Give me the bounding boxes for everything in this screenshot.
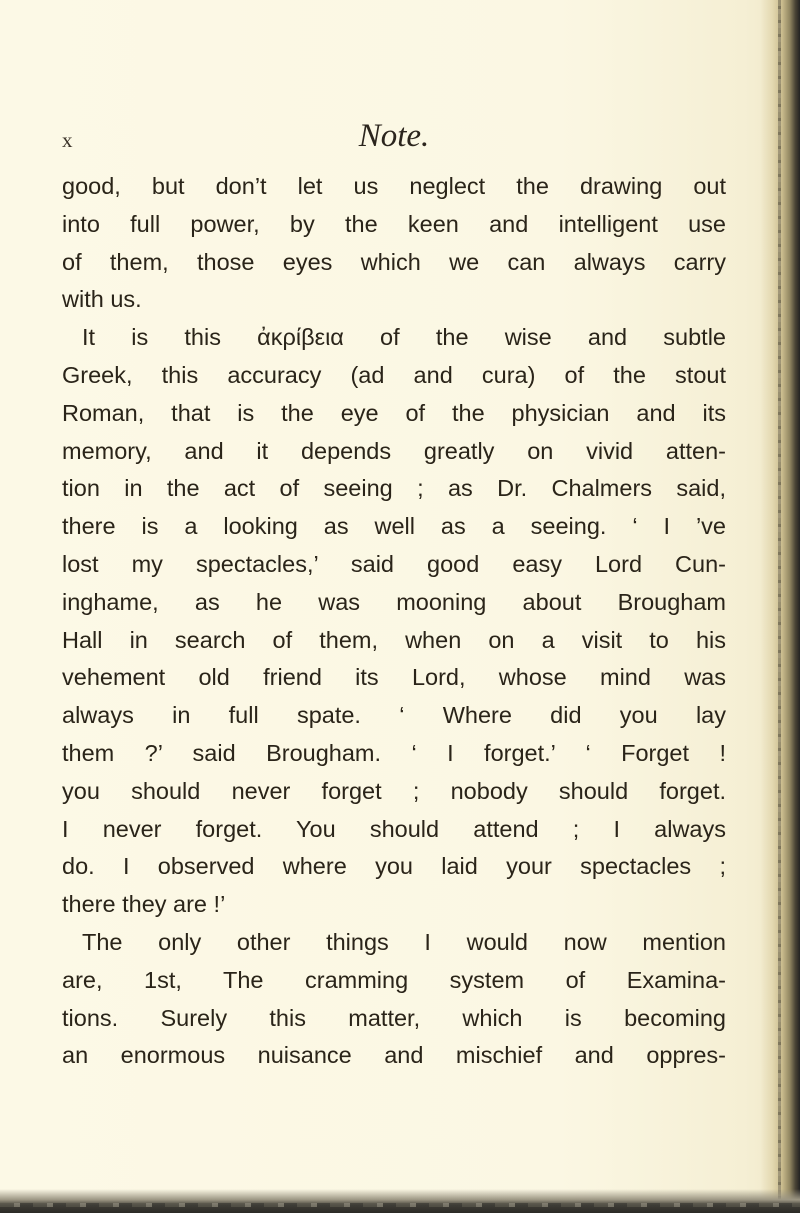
text-line: you should never forget ; nobody should forget. (62, 777, 726, 804)
text-line: tion in the act of seeing ; as Dr. Chalmers said, (62, 475, 726, 502)
text-line: there is a looking as well as a seeing. ‘ I ’ve (62, 513, 726, 540)
text-line: an enormous nuisance and mischief and oppres- (62, 1042, 726, 1069)
text-line: vehement old friend its Lord, whose mind was (62, 664, 726, 691)
text-line: good, but don’t let us neglect the drawing out (62, 173, 726, 199)
text-line: Roman, that is the eye of the physician and its (62, 399, 726, 426)
text-line: are, 1st, The cramming system of Examina- (62, 966, 726, 993)
text-line: I never forget. You should attend ; I always (62, 815, 726, 842)
text-line: inghame, as he was mooning about Brougham (62, 588, 726, 615)
text-line: do. I observed where you laid your spectacles ; (62, 853, 726, 880)
text-line: The only other things I would now mention (82, 928, 726, 955)
text-line: Hall in search of them, when on a visit to his (62, 626, 726, 653)
text-line: into full power, by the keen and intelligent use (62, 210, 726, 237)
page-binding-edge (760, 0, 800, 1213)
text-line: them ?’ said Brougham. ‘ I forget.’ ‘ Forget ! (62, 739, 726, 766)
text-line: Greek, this accuracy (ad and cura) of the stout (62, 361, 726, 388)
running-title: Note. (358, 118, 430, 154)
text-line: lost my spectacles,’ said good easy Lord Cun- (62, 550, 726, 577)
page-number: x (62, 128, 74, 152)
body-text (62, 168, 726, 1075)
text-line: of them, those eyes which we can always carry (62, 248, 726, 275)
text-line: always in full spate. ‘ Where did you lay (62, 702, 726, 729)
page-header (62, 118, 726, 158)
text-line: It is this ἀκρίβεια of the wise and subtle (82, 324, 726, 351)
text-line: there they are !’ (62, 891, 226, 918)
page-bottom-edge (0, 1189, 800, 1213)
text-line: tions. Surely this matter, which is becoming (62, 1004, 726, 1031)
text-line: memory, and it depends greatly on vivid atten- (62, 437, 726, 464)
text-line: with us. (62, 286, 142, 313)
